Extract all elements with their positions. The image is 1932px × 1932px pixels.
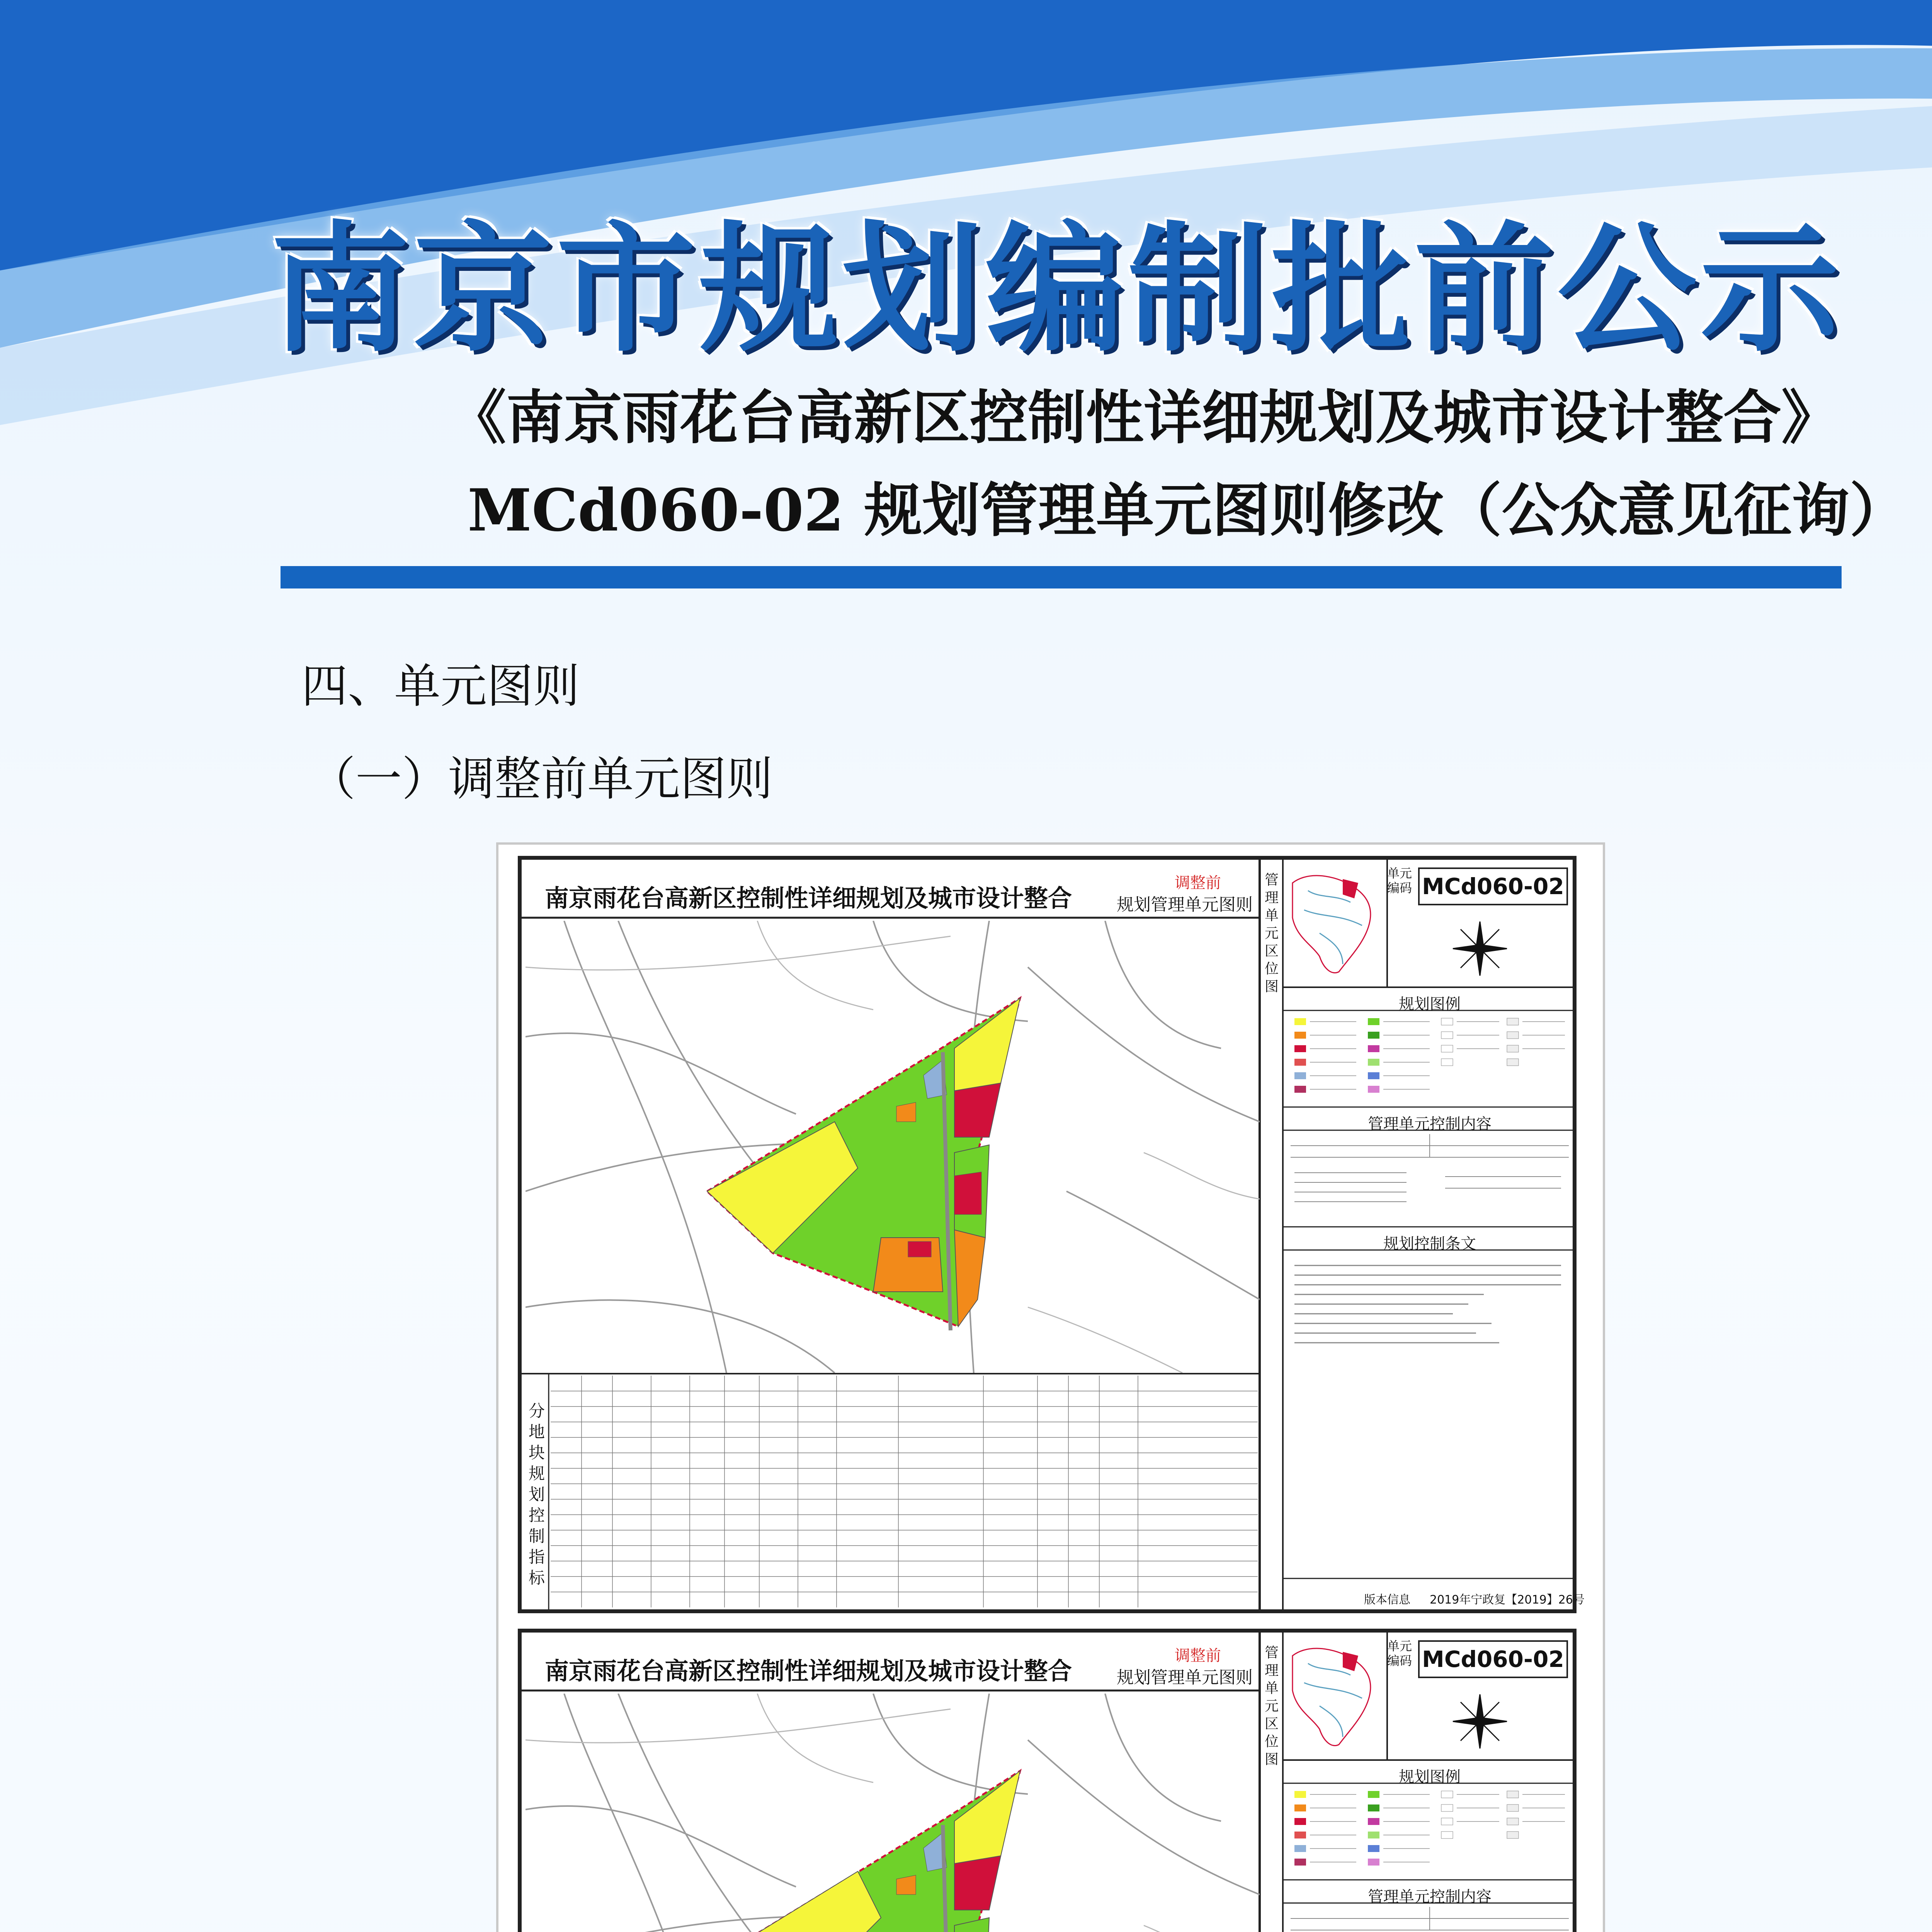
unit-plan-sheet-1 bbox=[518, 856, 1585, 1613]
title-divider bbox=[281, 566, 1842, 588]
version-label: 版本信息 bbox=[1364, 1593, 1410, 1607]
unit-code-label: 单元编码 bbox=[1387, 866, 1412, 895]
clause-text bbox=[1291, 1258, 1569, 1350]
legend-swatches bbox=[1291, 1787, 1569, 1876]
document-title: 《南京雨花台高新区控制性详细规划及城市设计整合》 bbox=[448, 384, 1840, 452]
sheet-title: 南京雨花台高新区控制性详细规划及城市设计整合 bbox=[545, 884, 1072, 912]
north-arrow-icon bbox=[1449, 918, 1511, 980]
clause-heading: 规划控制条文 bbox=[1383, 1235, 1476, 1253]
sheet-title: 南京雨花台高新区控制性详细规划及城市设计整合 bbox=[545, 1657, 1072, 1685]
table-vertical-label: 分地块规划控制指标 bbox=[528, 1401, 545, 1587]
location-map-label: 管理单元区位图 bbox=[1264, 872, 1279, 995]
unit-code-label: 单元编码 bbox=[1387, 1639, 1412, 1668]
indicator-table bbox=[551, 1376, 1258, 1607]
unit-code: MCd060-02 bbox=[1418, 1640, 1568, 1678]
main-title: 南京市规划编制批前公示 bbox=[270, 207, 1843, 371]
control-content bbox=[1291, 1907, 1569, 1932]
status-tag: 调整前 bbox=[1175, 1647, 1221, 1665]
subsection-heading: （一）调整前单元图则 bbox=[309, 752, 773, 806]
control-heading: 管理单元控制内容 bbox=[1368, 1888, 1492, 1906]
unit-code: MCd060-02 bbox=[1418, 867, 1568, 905]
section-heading: 四、单元图则 bbox=[301, 660, 580, 713]
land-use-map bbox=[526, 921, 1260, 1373]
unit-plan-sheet-2 bbox=[518, 1629, 1577, 1932]
approval-date: 2019年宁政复【2019】26号 bbox=[1430, 1593, 1585, 1607]
location-map bbox=[1285, 867, 1385, 983]
location-map bbox=[1285, 1640, 1385, 1756]
status-tag: 调整前 bbox=[1175, 874, 1221, 892]
legend-heading: 规划图例 bbox=[1399, 995, 1461, 1013]
legend-swatches bbox=[1291, 1014, 1569, 1103]
control-content bbox=[1291, 1134, 1569, 1219]
document-subtitle: MCd060-02 规划管理单元图则修改（公众意见征询） bbox=[468, 476, 1908, 544]
legend-heading: 规划图例 bbox=[1399, 1768, 1461, 1786]
map-type-label: 规划管理单元图则 bbox=[1117, 895, 1253, 915]
control-heading: 管理单元控制内容 bbox=[1368, 1115, 1492, 1133]
land-use-map bbox=[526, 1694, 1260, 1932]
location-map-label: 管理单元区位图 bbox=[1264, 1645, 1279, 1767]
north-arrow-icon bbox=[1449, 1690, 1511, 1752]
map-type-label: 规划管理单元图则 bbox=[1117, 1668, 1253, 1687]
